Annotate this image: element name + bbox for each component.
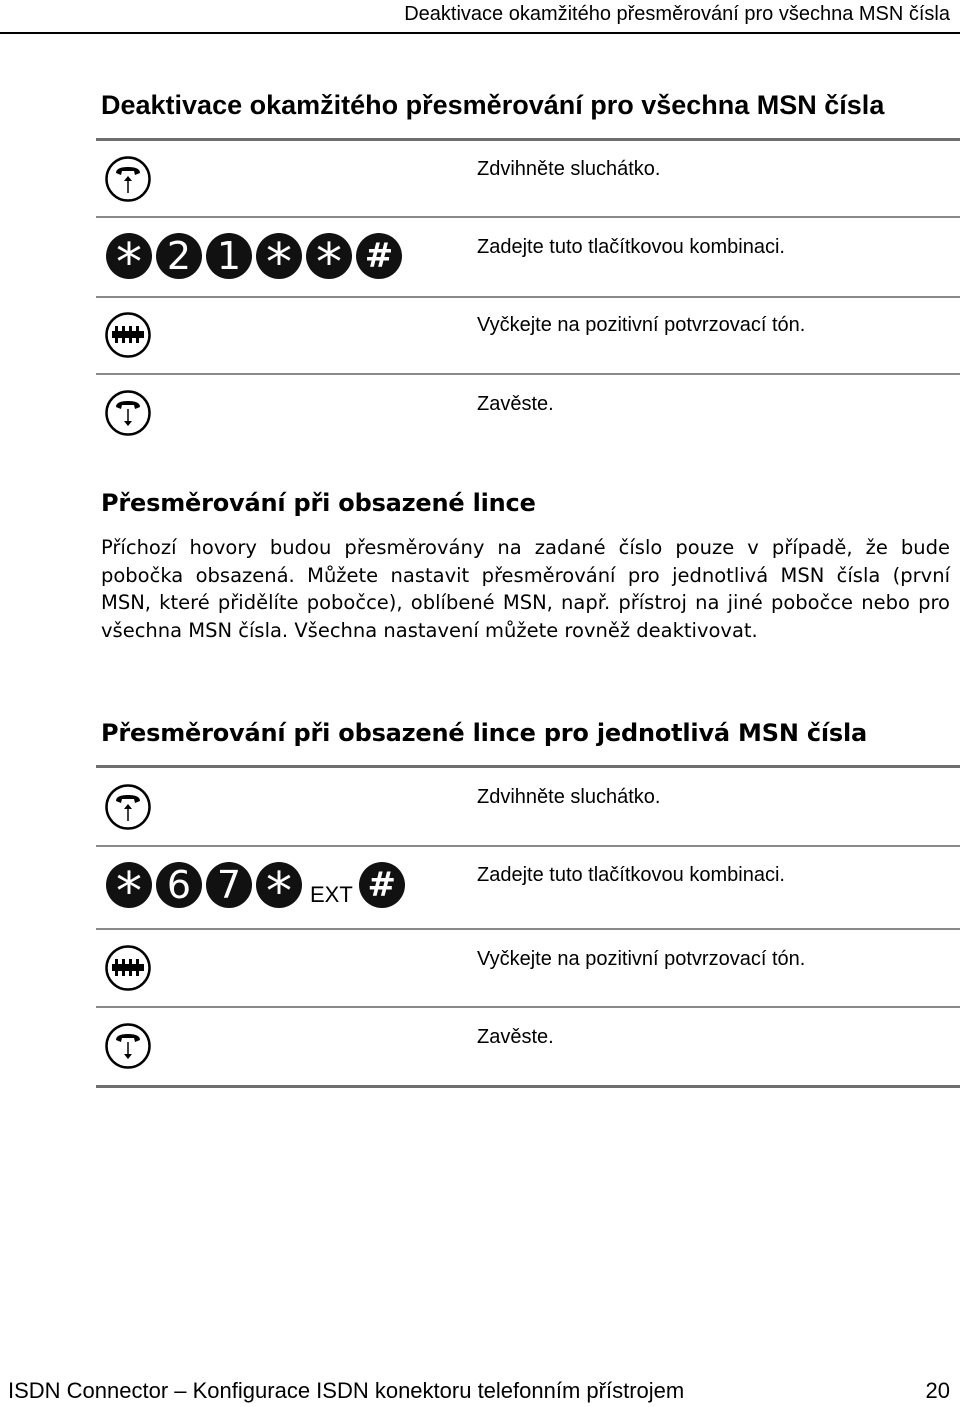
digit-key-icon: 7: [206, 862, 252, 908]
section3-top-rule: [96, 765, 960, 768]
step-divider: [96, 216, 960, 218]
keypad-sequence: [106, 862, 405, 922]
confirmation-tone-icon: [104, 311, 152, 359]
step-text: Zavěste.: [477, 1026, 554, 1048]
handset-hangup-icon: [104, 1022, 152, 1070]
hash-key-icon: #: [359, 862, 405, 908]
step-text: Zadejte tuto tlačítkovou kombinaci.: [477, 864, 785, 886]
step-text: Zavěste.: [477, 393, 554, 415]
step-text: Zadejte tuto tlačítkovou kombinaci.: [477, 236, 785, 258]
section1-title: Deaktivace okamžitého přesměrování pro všechna MSN čísla: [101, 90, 885, 120]
step-divider: [96, 1006, 960, 1008]
star-key-icon: *: [306, 233, 352, 279]
section3-bottom-rule: [96, 1085, 960, 1088]
star-key-icon: *: [106, 862, 152, 908]
step-divider: [96, 296, 960, 298]
section3-title: Přesměrování při obsazené lince pro jednotlivá MSN čísla: [101, 719, 868, 747]
star-key-icon: *: [256, 233, 302, 279]
step-divider: [96, 373, 960, 375]
digit-key-icon: 1: [206, 233, 252, 279]
handset-hangup-icon: [104, 389, 152, 437]
step-text: Vyčkejte na pozitivní potvrzovací tón.: [477, 314, 806, 336]
confirmation-tone-icon: [104, 944, 152, 992]
step-text: Zdvihněte sluchátko.: [477, 158, 661, 180]
handset-lift-icon: [104, 155, 152, 203]
handset-lift-icon: [104, 783, 152, 831]
footer-text: ISDN Connector – Konfigurace ISDN konektoru telefonním přístrojem: [8, 1378, 685, 1403]
header-rule: [0, 32, 960, 34]
step-text: Vyčkejte na pozitivní potvrzovací tón.: [477, 948, 806, 970]
keypad-sequence: [106, 233, 402, 293]
step-divider: [96, 845, 960, 847]
digit-key-icon: 6: [156, 862, 202, 908]
star-key-icon: *: [106, 233, 152, 279]
digit-key-icon: 2: [156, 233, 202, 279]
running-header: Deaktivace okamžitého přesměrování pro všechna MSN čísla: [404, 3, 950, 25]
ext-label: EXT: [310, 882, 353, 907]
section2-paragraph: Příchozí hovory budou přesměrovány na zadané číslo pouze v případě, že bude pobočka obsazená. Můžete nastavit přesměrování pro jednotlivá MSN čísla (první MSN, které přidělíte pobočce), oblíbené MSN, např. přístroj na jiné pobočce nebo pro všechna MSN čísla. Všechna nastavení můžete rovněž deaktivovat.: [101, 536, 950, 642]
section1-top-rule: [96, 138, 960, 141]
step-text: Zdvihněte sluchátko.: [477, 786, 661, 808]
step-divider: [96, 928, 960, 930]
section2-title: Přesměrování při obsazené lince: [101, 489, 536, 517]
hash-key-icon: #: [356, 233, 402, 279]
page-number: 20: [925, 1378, 950, 1403]
star-key-icon: *: [256, 862, 302, 908]
